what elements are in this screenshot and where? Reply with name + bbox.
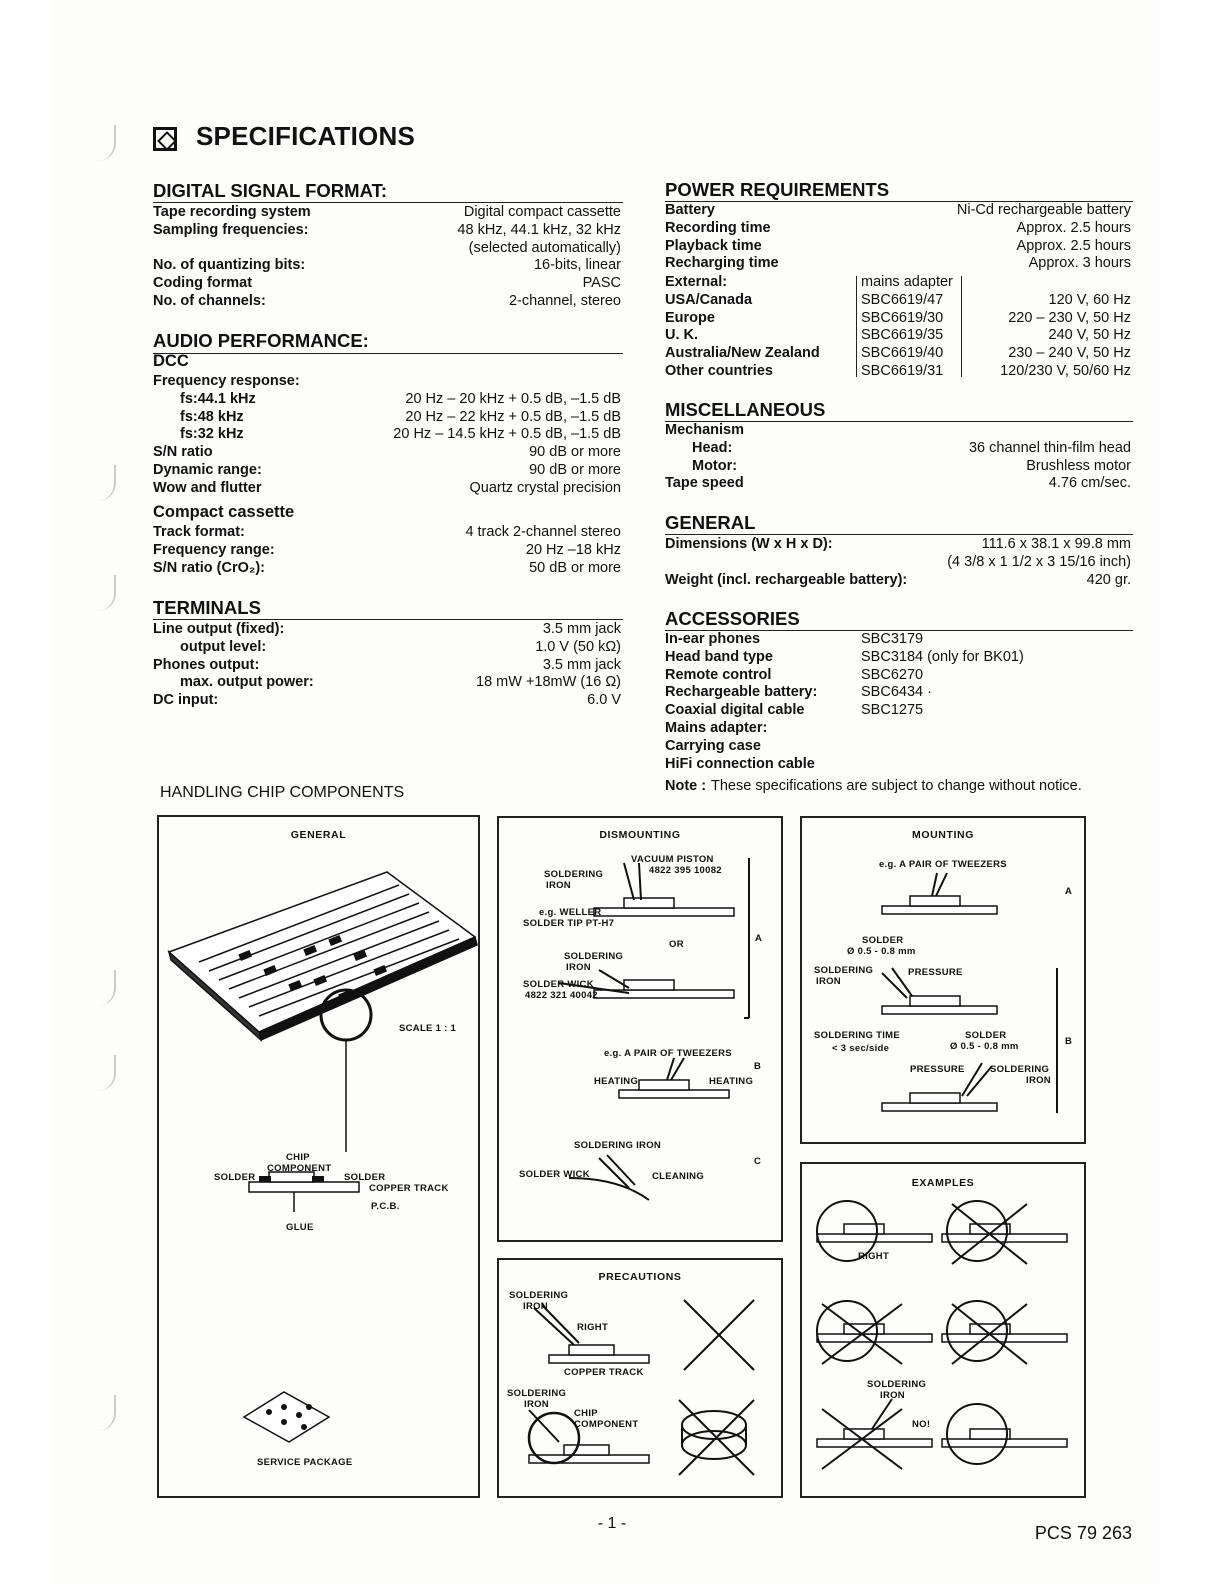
spec-value: 2-channel, stereo [508,292,621,309]
spec-value: Ni-Cd rechargeable battery [956,202,1131,218]
spec-row [665,458,1131,476]
power-spec-list [665,202,1131,273]
adapter-region: Other countries [665,362,773,379]
audio-heading: AUDIO PERFORMANCE: [153,330,369,351]
right-label: RIGHT [858,1251,890,1262]
spec-label: In-ear phones [665,631,761,647]
spec-row [665,274,1131,292]
spec-value: 6.0 V [587,692,621,709]
step-c-label: C [754,1156,762,1167]
iron-label: IRON [1026,1075,1051,1086]
spec-label: HiFi connection cable [665,755,815,772]
spec-value: 50 dB or more [529,559,621,576]
spec-label: Tape recording system [153,204,311,220]
dimensions-value: 111.6 x 38.1 x 99.8 mm [981,536,1131,552]
solder-left-label: SOLDER [214,1172,256,1183]
spec-row [153,426,621,444]
spec-row [665,475,1131,493]
iron-label: IRON [816,976,841,987]
iron-label: SOLDERING [990,1064,1050,1075]
spec-row [665,702,1131,720]
divider [153,202,623,203]
no-label: NO! [912,1419,931,1430]
spec-row [153,542,621,560]
chip-label: CHIP [574,1408,598,1419]
spec-label: S/N ratio (CrO₂): [153,559,265,576]
spec-label: Coding format [153,275,253,292]
panel-title: GENERAL [290,829,347,841]
spec-label: Recharging time [665,255,779,272]
tip-label: SOLDER TIP PT-H7 [523,918,615,929]
iron-label: IRON [524,1399,549,1410]
mounting-panel [800,816,1086,1144]
spec-row [665,202,1131,220]
spec-label: Playback time [665,237,762,254]
cassette-heading: Compact cassette [153,503,295,521]
spec-value: Approx. 3 hours [1028,255,1131,272]
panel-title: PRECAUTIONS [598,1271,682,1283]
spec-label: fs:48 kHz [180,408,244,425]
adapter-row [665,327,1131,345]
adapter-table [665,274,1131,381]
spec-value: Digital compact cassette [463,204,621,220]
step-a-label: A [755,933,763,944]
panel-title: DISMOUNTING [599,829,681,841]
handling-heading: HANDLING CHIP COMPONENTS [160,784,405,801]
spec-label: Head: [692,439,733,456]
general-heading: GENERAL [665,512,756,533]
spec-label: Wow and flutter [153,479,262,496]
spec-value: 20 Hz – 14.5 kHz + 0.5 dB, –1.5 dB [393,426,621,443]
cassette-spec-list [153,504,621,577]
spec-row [153,462,621,480]
spec-value: (selected automatically) [468,239,621,256]
spec-value: SBC3179 [861,631,924,647]
spec-row [153,639,621,657]
iron-label: SOLDERING [814,965,874,976]
table-divider [961,276,962,377]
spec-row [665,720,1131,738]
note-text: These specifications are subject to change without notice. [711,778,1082,794]
step-b-label: B [754,1061,762,1072]
spec-label: No. of channels: [153,292,266,309]
step-a-label: A [1065,886,1073,897]
panel-title: MOUNTING [912,829,974,841]
spec-label: Dynamic range: [153,461,262,478]
misc-heading: MISCELLANEOUS [665,399,826,420]
spec-label: Track format: [153,524,245,540]
dismounting-panel [497,816,783,1242]
copper-label: COPPER TRACK [369,1183,449,1194]
iron-label: SOLDERING [507,1388,567,1399]
spec-value: 16-bits, linear [533,257,621,274]
spec-value: 90 dB or more [529,444,621,461]
spec-value: 36 channel thin-film head [968,439,1131,456]
general-panel [157,815,480,1498]
spec-label: Frequency range: [153,541,275,558]
spec-row [665,440,1131,458]
power-heading: POWER REQUIREMENTS [665,179,890,200]
spec-row [153,293,621,311]
spec-label: Motor: [692,457,738,474]
spec-label: Remote control [665,666,772,683]
spec-value: Brushless motor [1026,457,1131,474]
wick-label: SOLDER WICK [523,979,594,990]
examples-panel [800,1162,1086,1498]
spec-row [153,524,621,542]
spec-label: DC input: [153,692,219,709]
solder-size-label: Ø 0.5 - 0.8 mm [950,1041,1019,1052]
spec-row [665,422,1131,440]
adapter-region: Europe [665,309,715,326]
table-divider [856,276,857,377]
spec-value: Quartz crystal precision [469,479,621,496]
mechanism-label: Mechanism [665,422,744,438]
glue-label: GLUE [286,1222,314,1233]
section-marker-icon [153,127,177,151]
spec-label: S/N ratio [153,444,213,461]
spec-value: SBC1275 [861,702,924,719]
iron-label: SOLDERING [544,869,604,880]
spec-row [153,275,621,293]
component-label: COMPONENT [574,1419,639,1430]
spec-value: 3.5 mm jack [542,656,621,673]
adapter-row [665,292,1131,310]
spec-value: 4 track 2-channel stereo [465,524,621,540]
pcb-illustration [159,817,482,1500]
page-number: - 1 - [597,1515,627,1532]
spec-value: PASC [582,275,621,292]
solder-label: SOLDER [965,1030,1007,1041]
spec-label: output level: [180,638,267,655]
spec-row [153,409,621,427]
step-b-label: B [1065,1036,1073,1047]
spec-row [665,756,1131,774]
divider [153,619,623,620]
digital-heading: DIGITAL SIGNAL FORMAT: [153,180,387,201]
spec-label: Sampling frequencies: [153,221,309,238]
panel-title: EXAMPLES [911,1177,975,1189]
spec-label: Rechargeable battery: [665,684,818,701]
pcb-label: P.C.B. [371,1201,400,1212]
spec-value: Approx. 2.5 hours [1016,219,1131,236]
spec-label: No. of quantizing bits: [153,257,306,274]
wick-label: SOLDER WICK [519,1169,590,1180]
spec-label: Coaxial digital cable [665,702,805,719]
adapter-row [665,310,1131,328]
spec-row [153,444,621,462]
adapter-model: SBC6619/30 [861,309,944,326]
time-value: < 3 sec/side [832,1043,890,1054]
spec-row [153,222,621,240]
adapter-voltage: 220 – 230 V, 50 Hz [1008,309,1131,326]
iron-label: SOLDERING [564,951,624,962]
adapter-region: USA/Canada [665,291,753,308]
spec-value: 18 mW +18mW (16 Ω) [476,674,621,691]
scale-label: SCALE 1 : 1 [399,1023,457,1034]
adapter-model: SBC6619/31 [861,362,944,379]
weight-value: 420 gr. [1086,571,1131,588]
spec-row [153,204,621,222]
dcc-heading: DCC [153,352,189,370]
or-label: OR [669,939,684,950]
spec-value: Approx. 2.5 hours [1016,237,1131,254]
tweezers-label: e.g. A PAIR OF TWEEZERS [879,859,1007,870]
spec-value: 20 Hz – 22 kHz + 0.5 dB, –1.5 dB [405,408,621,425]
spec-row [153,240,621,258]
iron-label: IRON [523,1301,548,1312]
spec-row [153,391,621,409]
time-label: SOLDERING TIME [814,1030,901,1041]
spec-row [665,572,1131,590]
spec-row [153,480,621,498]
heating-right-label: HEATING [709,1076,754,1087]
spec-row [153,692,621,710]
iron-label: IRON [880,1390,905,1401]
spec-row [153,674,621,692]
note [665,778,1131,796]
adapter-label: mains adapter [861,274,953,290]
spec-label: Battery [665,202,715,218]
adapter-region: Australia/New Zealand [665,345,820,362]
spec-label: max. output power: [180,674,314,691]
copper-label: COPPER TRACK [564,1367,644,1378]
chip-label: CHIP [286,1152,310,1163]
weller-label: e.g. WELLER [539,907,602,918]
spec-row [665,554,1131,572]
pressure-label: PRESSURE [910,1064,965,1075]
adapter-row [665,363,1131,381]
adapter-voltage: 240 V, 50 Hz [1048,327,1131,344]
weight-label: Weight (incl. rechargeable battery): [665,571,908,588]
spec-row [153,560,621,578]
external-label: External: [665,274,728,290]
adapter-region: U. K. [665,327,699,344]
accessories-heading: ACCESSORIES [665,608,800,629]
heating-left-label: HEATING [594,1076,639,1087]
spec-label: Head band type [665,648,773,665]
wick-number: 4822 321 40042 [525,990,598,1001]
misc-spec-list [665,422,1131,493]
adapter-voltage: 120 V, 60 Hz [1048,291,1131,308]
pressure-label: PRESSURE [908,967,963,978]
adapter-model: SBC6619/35 [861,327,944,344]
document-code: PCS 79 263 [1034,1523,1132,1543]
spec-row [665,631,1131,649]
spec-label: Tape speed [665,475,744,492]
iron-label: IRON [546,880,571,891]
adapter-model: SBC6619/47 [861,291,944,308]
service-package-label: SERVICE PACKAGE [257,1457,353,1468]
spec-value: 48 kHz, 44.1 kHz, 32 kHz [457,221,621,238]
accessories-list [665,631,1131,773]
component-label: COMPONENT [267,1163,332,1174]
freq-label: Frequency response: [153,373,300,389]
spec-row [665,684,1131,702]
spec-value: 3.5 mm jack [542,621,621,637]
dimensions-label: Dimensions (W x H x D): [665,536,833,552]
spec-row [665,238,1131,256]
right-label: RIGHT [577,1322,609,1333]
spec-row [153,621,621,639]
iron-label: IRON [566,962,591,973]
solder-right-label: SOLDER [344,1172,386,1183]
page-title: SPECIFICATIONS [196,121,416,151]
vacuum-number: 4822 395 10082 [649,865,722,876]
terminals-heading: TERMINALS [153,597,261,618]
precautions-panel [497,1258,783,1498]
iron-label: SOLDERING [867,1379,927,1390]
spec-value: 20 Hz – 20 kHz + 0.5 dB, –1.5 dB [405,390,621,407]
spec-label: fs:44.1 kHz [180,390,256,407]
adapter-voltage: 120/230 V, 50/60 Hz [1000,362,1131,379]
spec-row [665,649,1131,667]
adapter-model: SBC6619/40 [861,345,944,362]
solder-label: SOLDER [862,935,904,946]
dimensions-inch: (4 3/8 x 1 1/2 x 3 15/16 inch) [947,553,1131,570]
iron-label: SOLDERING IRON [574,1140,662,1151]
spec-value: SBC6434 · [861,684,932,701]
spec-value: 4.76 cm/sec. [1048,475,1131,492]
audio-spec-list [153,353,621,498]
spec-value: 90 dB or more [529,461,621,478]
iron-label: SOLDERING [509,1290,569,1301]
spec-row [153,657,621,675]
adapter-voltage: 230 – 240 V, 50 Hz [1008,345,1131,362]
examples-illustration [802,1164,1088,1500]
spec-row [665,255,1131,273]
note-label: Note : [665,778,707,794]
spec-row [665,220,1131,238]
spec-value: SBC6270 [861,666,924,683]
spec-label: Mains adapter: [665,719,768,736]
dismounting-illustration [499,818,785,1244]
spec-row [665,738,1131,756]
spec-row [665,536,1131,554]
spec-row [153,257,621,275]
spec-row [665,667,1131,685]
tweezers-label: e.g. A PAIR OF TWEEZERS [604,1048,732,1059]
spec-value: 1.0 V (50 kΩ) [535,638,621,655]
digital-spec-list [153,204,621,311]
spec-label: Recording time [665,219,771,236]
spec-value: 20 Hz –18 kHz [525,541,621,558]
spec-label: Carrying case [665,737,761,754]
adapter-row [665,345,1131,363]
spec-label: fs:32 kHz [180,426,244,443]
spec-row [153,373,621,391]
spec-value: SBC3184 (only for BK01) [861,648,1024,665]
solder-size-label: Ø 0.5 - 0.8 mm [847,946,916,957]
spec-label: Phones output: [153,656,260,673]
terminals-spec-list [153,621,621,710]
vacuum-label: VACUUM PISTON [631,854,714,865]
spec-label: Line output (fixed): [153,621,285,637]
cleaning-label: CLEANING [652,1171,705,1182]
note-row [665,778,1131,796]
divider [665,534,1133,535]
general-spec-list [665,536,1131,589]
